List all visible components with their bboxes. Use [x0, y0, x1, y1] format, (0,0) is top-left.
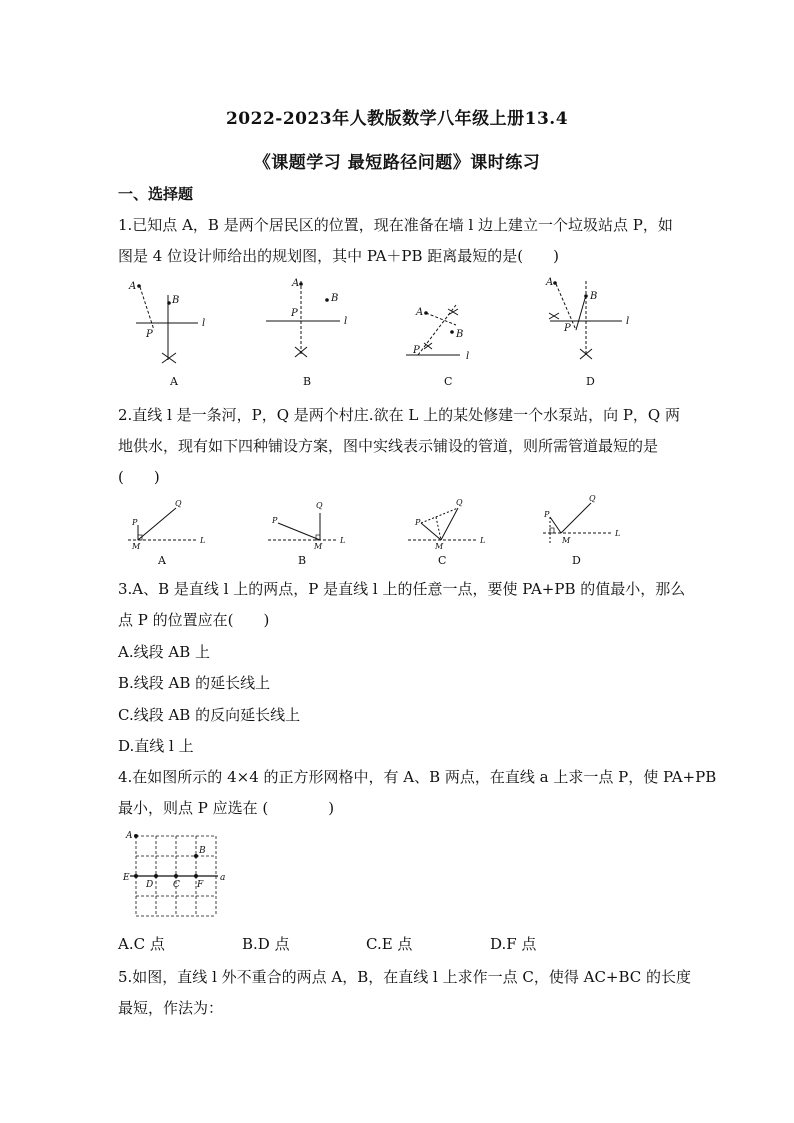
q3-option-c: C.线段 AB 的反向延长线上: [118, 706, 301, 724]
svg-text:M: M: [435, 542, 444, 551]
svg-text:B: B: [590, 291, 598, 302]
svg-text:A: A: [129, 281, 137, 292]
q1-figure-c: [406, 305, 469, 388]
q2-figure-a: [128, 499, 205, 567]
svg-text:P: P: [272, 516, 278, 525]
svg-text:A: A: [416, 307, 424, 318]
svg-text:A: A: [126, 831, 133, 841]
svg-text:L: L: [615, 529, 621, 538]
q1-figure-d: [545, 277, 629, 388]
svg-text:P: P: [146, 329, 153, 340]
q4-text-line2: 最小，则点 P 应选在 ( ): [118, 799, 335, 817]
q2-caption-d: D: [572, 554, 581, 567]
q1-text-line2: 图是 4 位设计师给出的规划图，其中 PA＋PB 距离最短的是( ): [118, 247, 559, 265]
q2-text-line3: ( ): [118, 468, 160, 486]
q4-option-c: C.E 点: [366, 935, 413, 953]
svg-text:l: l: [466, 351, 470, 362]
q1-figure-b: [266, 278, 347, 388]
svg-text:l: l: [344, 316, 348, 327]
section-heading: 一、选择题: [118, 185, 194, 203]
svg-text:B: B: [172, 295, 180, 306]
doc-title-line2: 《课题学习 最短路径问题》课时练习: [253, 153, 541, 173]
svg-text:P: P: [413, 345, 420, 356]
svg-text:B: B: [199, 846, 206, 856]
svg-text:L: L: [200, 536, 206, 545]
svg-text:P: P: [564, 323, 571, 334]
q1-caption-b: B: [303, 375, 312, 388]
q4-option-a: A.C 点: [118, 935, 165, 953]
q2-text-line2: 地供水，现有如下四种铺设方案，图中实线表示铺设的管道，则所需管道最短的是: [118, 437, 659, 455]
svg-text:a: a: [220, 873, 226, 883]
svg-text:Q: Q: [589, 495, 596, 503]
svg-text:B: B: [331, 293, 339, 304]
q1-figures: [118, 275, 678, 390]
doc-title-line1: 2022-2023年人教版数学八年级上册13.4: [225, 109, 569, 129]
q1-caption-c: C: [444, 375, 453, 388]
q4-option-b: B.D 点: [242, 935, 290, 953]
q3-text-line1: 3.A、B 是直线 l 上的两点，P 是直线 l 上的任意一点，要使 PA+PB 的值最小，那么: [118, 580, 686, 598]
svg-text:F: F: [197, 880, 204, 890]
q5-text-line1: 5.如图，直线 l 外不重合的两点 A，B，在直线 l 上求作一点 C，使得 AC+BC 的长度: [118, 968, 692, 986]
svg-text:P: P: [291, 308, 298, 319]
svg-text:P: P: [415, 518, 421, 527]
q2-caption-c: C: [438, 554, 447, 567]
q4-option-d: D.F 点: [490, 935, 537, 953]
q2-caption-a: A: [158, 554, 166, 567]
svg-text:Q: Q: [456, 498, 463, 507]
q2-figure-c: [408, 498, 485, 567]
svg-text:C: C: [173, 880, 180, 890]
svg-text:L: L: [340, 536, 346, 545]
svg-text:M: M: [132, 542, 141, 551]
q1-text-line1: 1.已知点 A，B 是两个居民区的位置，现在准备在墙 l 边上建立一个垃圾站点 P，如: [118, 216, 673, 234]
q3-option-d: D.直线 l 上: [118, 737, 194, 755]
q3-text-line2: 点 P 的位置应在( ): [118, 611, 270, 629]
svg-text:A: A: [292, 278, 300, 289]
q2-figure-d: [543, 495, 620, 567]
q4-grid-figure: [118, 826, 238, 921]
svg-text:B: B: [456, 329, 464, 340]
q2-figures: [118, 495, 628, 570]
svg-text:D: D: [146, 880, 154, 890]
svg-text:A: A: [546, 277, 554, 288]
svg-text:P: P: [132, 518, 138, 527]
svg-text:E: E: [123, 873, 130, 883]
q2-figure-b: [268, 501, 345, 567]
q2-text-line1: 2.直线 l 是一条河，P，Q 是两个村庄.欲在 L 上的某处修建一个水泵站，向 P，Q 两: [118, 406, 680, 424]
svg-text:M: M: [562, 536, 571, 545]
q3-option-b: B.线段 AB 的延长线上: [118, 674, 271, 692]
svg-text:L: L: [480, 536, 486, 545]
q1-figure-a: [128, 281, 205, 388]
q2-caption-b: B: [298, 554, 307, 567]
svg-text:M: M: [314, 542, 323, 551]
q1-caption-a: A: [170, 375, 178, 388]
q3-option-a: A.线段 AB 上: [118, 643, 210, 661]
q5-text-line2: 最短，作法为：: [118, 999, 224, 1017]
svg-text:P: P: [544, 510, 550, 519]
q1-caption-d: D: [586, 375, 595, 388]
q4-text-line1: 4.在如图所示的 4×4 的正方形网格中，有 A、B 两点，在直线 a 上求一点 P，使 PA+PB: [118, 768, 717, 786]
svg-text:l: l: [202, 318, 206, 329]
svg-text:Q: Q: [175, 499, 182, 508]
svg-text:l: l: [626, 316, 630, 327]
svg-text:Q: Q: [316, 501, 323, 510]
